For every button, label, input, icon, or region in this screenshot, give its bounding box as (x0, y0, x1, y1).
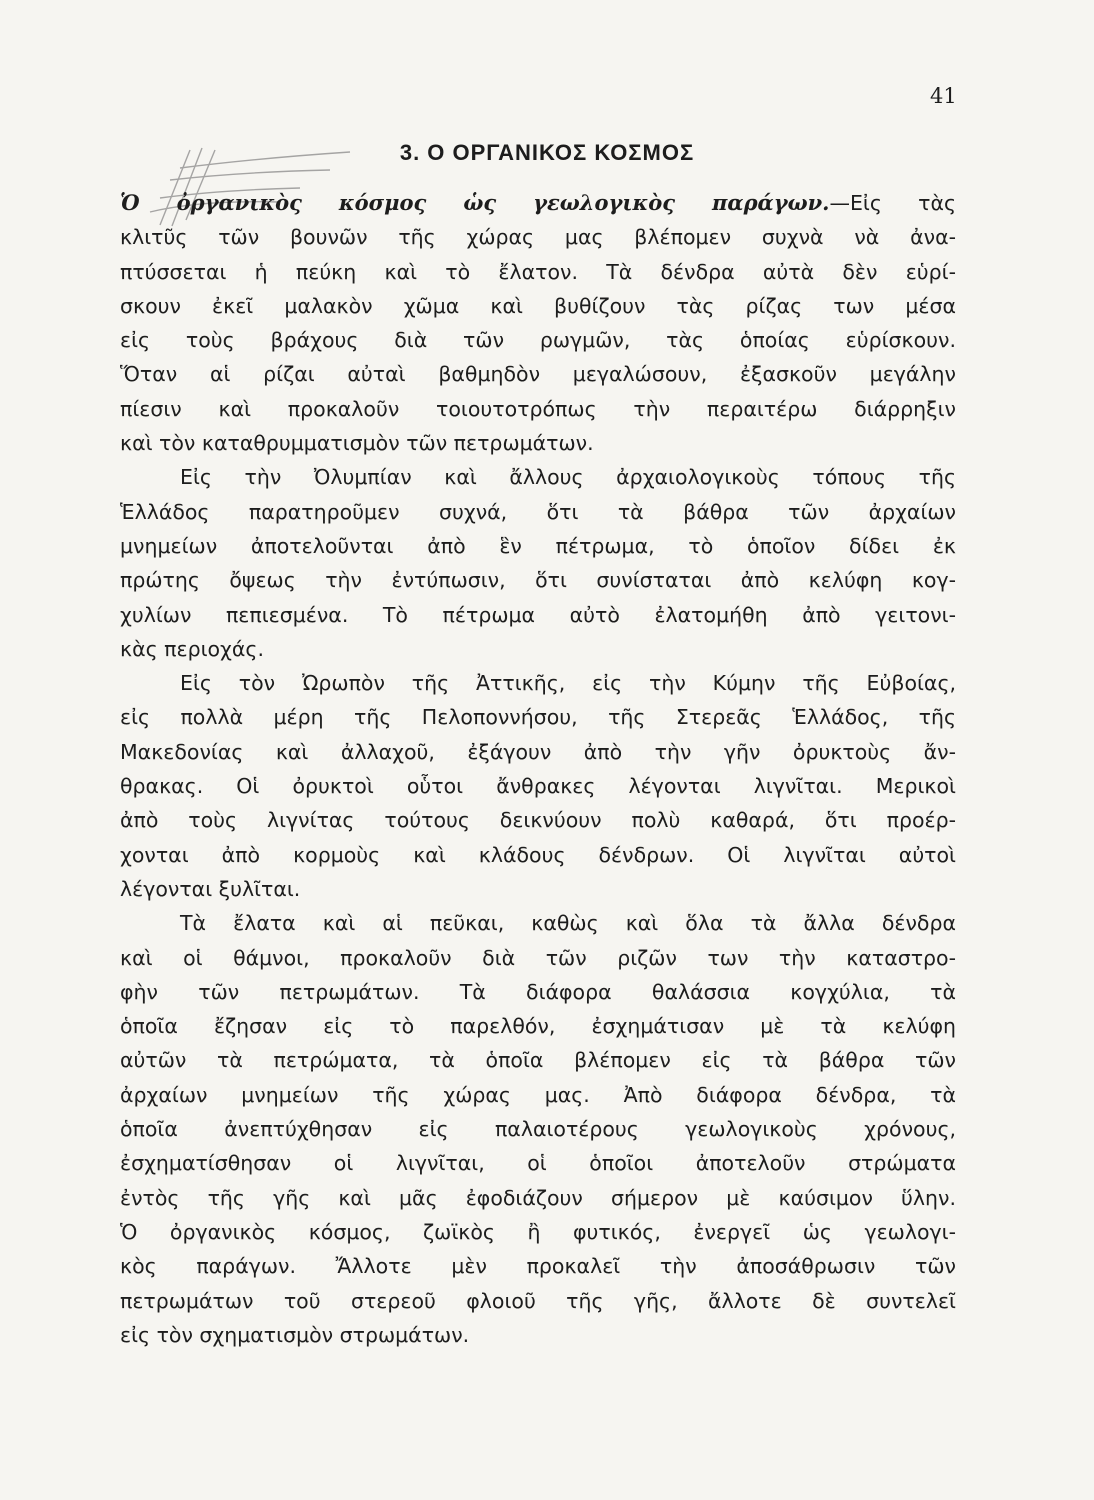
chapter-title: 3. Ο ΟΡΓΑΝΙΚΟΣ ΚΟΣΜΟΣ (399, 140, 695, 165)
section-heading: Ὁ ὀργανικὸς κόσμος ὡς γεωλογικὸς παράγων. (120, 190, 830, 215)
text-line: μνημείων ἀποτελοῦνται ἀπὸ ἓν πέτρωμα, τὸ ὁποῖον δίδει ἐκ (120, 533, 956, 558)
text-line: Ὅταν αἱ ρίζαι αὐταὶ βαθμηδὸν μεγαλώσουν, ἐξασκοῦν μεγάλην (120, 362, 956, 387)
text-line: ὁποῖα ἀνεπτύχθησαν εἰς παλαιοτέρους γεωλογικοὺς χρόνους, (120, 1117, 956, 1142)
text-line: καὶ οἱ θάμνοι, προκαλοῦν διὰ τῶν ριζῶν των τὴν καταστρο- (120, 945, 956, 970)
page-number: 41 (930, 84, 957, 108)
heading-continuation: —Εἰς τὰς (829, 191, 956, 215)
text-line: καὶ τὸν καταθρυμματισμὸν τῶν πετρωμάτων. (120, 431, 594, 456)
text-line: πτύσσεται ἡ πεύκη καὶ τὸ ἔλατον. Τὰ δένδρα αὐτὰ δὲν εὑρί- (120, 259, 956, 284)
text-line: χονται ἀπὸ κορμοὺς καὶ κλάδους δένδρων. Οἱ λιγνῖται αὐτοὶ (120, 842, 956, 867)
text-line: λέγονται ξυλῖται. (120, 876, 301, 901)
text-line: Εἰς τὸν Ὠρωπὸν τῆς Ἀττικῆς, εἰς τὴν Κύμην τῆς Εὐβοίας, (180, 671, 956, 696)
text-line: Ἑλλάδος παρατηροῦμεν συχνά, ὅτι τὰ βάθρα τῶν ἀρχαίων (120, 499, 956, 524)
text-line: Ὁ ὀργανικὸς κόσμος, ζωϊκὸς ἢ φυτικός, ἐνεργεῖ ὡς γεωλογι- (120, 1219, 956, 1244)
text-line: θρακας. Οἱ ὀρυκτοὶ οὗτοι ἄνθρακες λέγονται λιγνῖται. Μερικοὶ (120, 774, 956, 799)
text-line: ὁποῖα ἔζησαν εἰς τὸ παρελθόν, ἐσχημάτισαν μὲ τὰ κελύφη (120, 1014, 956, 1039)
text-line: εἰς τοὺς βράχους διὰ τῶν ρωγμῶν, τὰς ὁποίας εὑρίσκουν. (120, 328, 956, 353)
text-line: Τὰ ἔλατα καὶ αἱ πεῦκαι, καθὼς καὶ ὅλα τὰ ἄλλα δένδρα (180, 911, 956, 936)
text-line: κλιτῦς τῶν βουνῶν τῆς χώρας μας βλέπομεν συχνὰ νὰ ἀνα- (120, 225, 956, 250)
text-line: κὸς παράγων. Ἄλλοτε μὲν προκαλεῖ τὴν ἀποσάθρωσιν τῶν (120, 1254, 956, 1279)
text-line: εἰς τὸν σχηματισμὸν στρωμάτων. (120, 1322, 470, 1347)
text-line: χυλίων πεπιεσμένα. Τὸ πέτρωμα αὐτὸ ἐλατομήθη ἀπὸ γειτονι- (120, 602, 956, 627)
text-line: ἐντὸς τῆς γῆς καὶ μᾶς ἐφοδιάζουν σήμερον μὲ καύσιμον ὕλην. (120, 1185, 956, 1210)
text-line: κὰς περιοχάς. (120, 636, 264, 661)
text-line (120, 186, 956, 220)
body-text (120, 186, 956, 1352)
text-line: αὐτῶν τὰ πετρώματα, τὰ ὁποῖα βλέπομεν εἰς τὰ βάθρα τῶν (120, 1048, 956, 1073)
text-line: Εἰς τὴν Ὀλυμπίαν καὶ ἄλλους ἀρχαιολογικοὺς τόπους τῆς (180, 465, 956, 490)
text-line: εἰς πολλὰ μέρη τῆς Πελοποννήσου, τῆς Στερεᾶς Ἑλλάδος, τῆς (120, 705, 956, 730)
text-line: ἀρχαίων μνημείων τῆς χώρας μας. Ἀπὸ διάφορα δένδρα, τὰ (120, 1082, 956, 1107)
text-line: φὴν τῶν πετρωμάτων. Τὰ διάφορα θαλάσσια κογχύλια, τὰ (120, 979, 956, 1004)
text-line: Μακεδονίας καὶ ἀλλαχοῦ, ἐξάγουν ἀπὸ τὴν γῆν ὀρυκτοὺς ἄν- (120, 739, 956, 764)
text-line: σκουν ἐκεῖ μαλακὸν χῶμα καὶ βυθίζουν τὰς ρίζας των μέσα (120, 293, 956, 318)
text-line: πίεσιν καὶ προκαλοῦν τοιουτοτρόπως τὴν περαιτέρω διάρρηξιν (120, 396, 956, 421)
text-line: πετρωμάτων τοῦ στερεοῦ φλοιοῦ τῆς γῆς, ἄλλοτε δὲ συντελεῖ (120, 1288, 956, 1313)
text-line: ἐσχηματίσθησαν οἱ λιγνῖται, οἱ ὁποῖοι ἀποτελοῦν στρώματα (120, 1151, 956, 1176)
text-line: πρώτης ὄψεως τὴν ἐντύπωσιν, ὅτι συνίσταται ἀπὸ κελύφη κογ- (120, 568, 956, 593)
text-line: ἀπὸ τοὺς λιγνίτας τούτους δεικνύουν πολὺ καθαρά, ὅτι προέρ- (120, 808, 956, 833)
